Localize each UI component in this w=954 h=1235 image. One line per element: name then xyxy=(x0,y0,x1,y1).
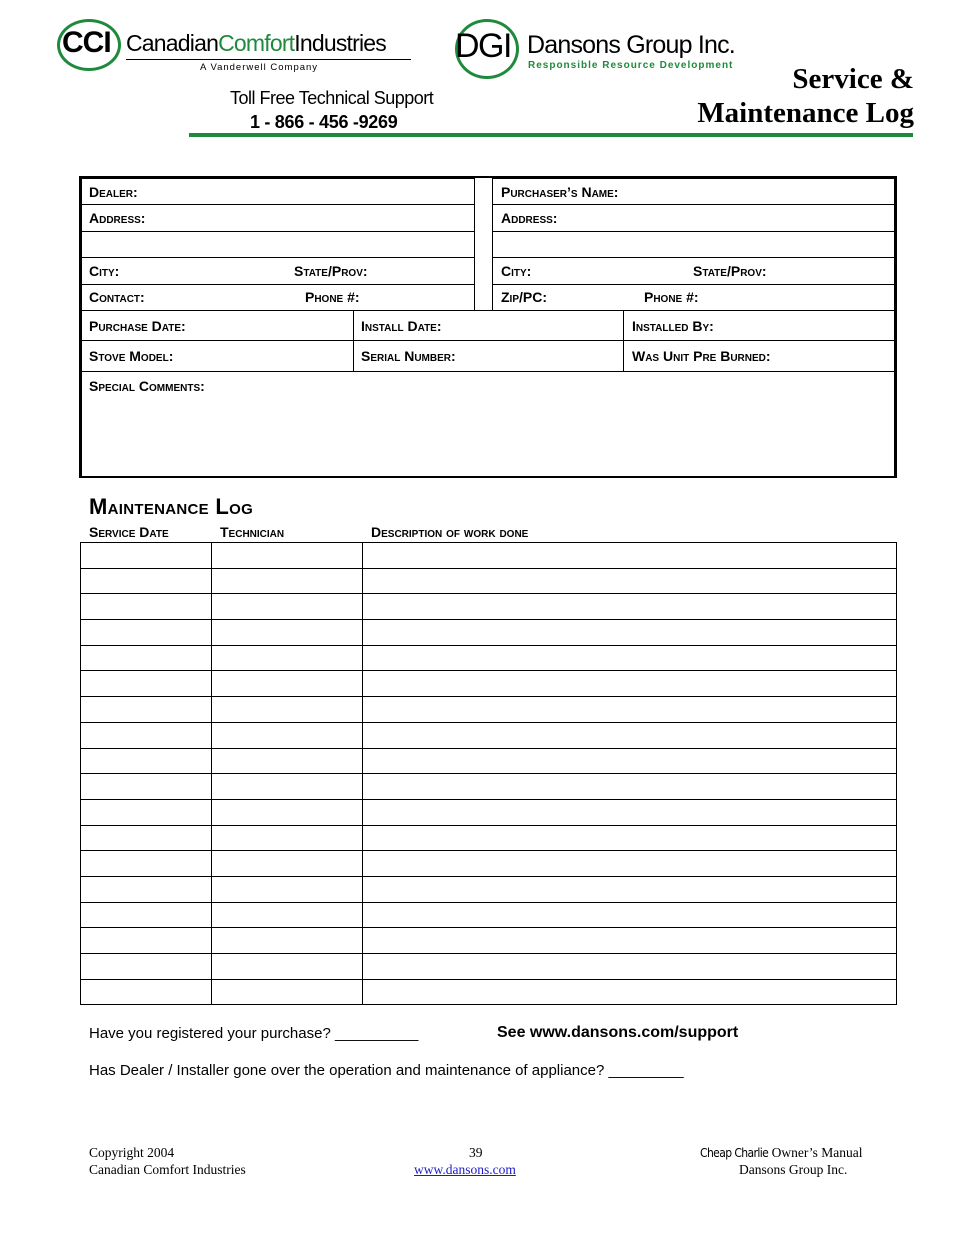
technician-cell[interactable] xyxy=(212,954,363,980)
address-right-line2-field[interactable] xyxy=(492,231,895,258)
support-link-text[interactable]: See www.dansons.com/support xyxy=(497,1024,739,1041)
technician-cell[interactable] xyxy=(212,825,363,851)
col-technician: Technician xyxy=(220,524,285,540)
service-date-cell[interactable] xyxy=(81,697,212,723)
service-date-cell[interactable] xyxy=(81,825,212,851)
table-row xyxy=(81,825,897,851)
service-date-cell[interactable] xyxy=(81,876,212,902)
special-comments-label: Special Comments: xyxy=(89,378,205,394)
service-date-cell[interactable] xyxy=(81,799,212,825)
col-description: Description of work done xyxy=(371,524,529,540)
install-date-label: Install Date: xyxy=(361,318,442,334)
technician-cell[interactable] xyxy=(212,697,363,723)
description-cell[interactable] xyxy=(363,620,897,646)
contact-label: Contact: xyxy=(89,289,145,305)
description-cell[interactable] xyxy=(363,543,897,569)
table-row xyxy=(81,594,897,620)
footer-website-link[interactable]: www.dansons.com xyxy=(414,1162,516,1177)
dealer-field[interactable] xyxy=(81,178,475,205)
technician-cell[interactable] xyxy=(212,902,363,928)
description-cell[interactable] xyxy=(363,748,897,774)
table-row xyxy=(81,928,897,954)
table-row xyxy=(81,697,897,723)
cci-logo-abbr: CCI xyxy=(62,26,111,59)
table-row xyxy=(81,671,897,697)
pre-burned-label: Was Unit Pre Burned: xyxy=(632,348,771,364)
service-date-cell[interactable] xyxy=(81,620,212,646)
description-cell[interactable] xyxy=(363,594,897,620)
description-cell[interactable] xyxy=(363,568,897,594)
table-row xyxy=(81,748,897,774)
description-cell[interactable] xyxy=(363,697,897,723)
registered-question: Have you registered your purchase? __________ xyxy=(89,1025,419,1042)
description-cell[interactable] xyxy=(363,825,897,851)
description-cell[interactable] xyxy=(363,876,897,902)
description-cell[interactable] xyxy=(363,774,897,800)
table-row xyxy=(81,799,897,825)
toll-free-phone: 1 - 866 - 456 -9269 xyxy=(250,112,398,132)
service-date-cell[interactable] xyxy=(81,979,212,1005)
technician-cell[interactable] xyxy=(212,568,363,594)
technician-cell[interactable] xyxy=(212,928,363,954)
footer-manual-company: Dansons Group Inc. xyxy=(739,1162,848,1177)
description-cell[interactable] xyxy=(363,979,897,1005)
table-row xyxy=(81,774,897,800)
table-row xyxy=(81,543,897,569)
page-number: 39 xyxy=(469,1145,483,1160)
technician-cell[interactable] xyxy=(212,671,363,697)
technician-cell[interactable] xyxy=(212,594,363,620)
footer-manual-title: Cheap Charlie Owner’s Manual xyxy=(700,1145,863,1160)
dgi-logo-abbr: DGI xyxy=(455,27,511,65)
service-date-cell[interactable] xyxy=(81,671,212,697)
technician-cell[interactable] xyxy=(212,799,363,825)
toll-free-label: Toll Free Technical Support xyxy=(230,88,434,108)
header-divider xyxy=(189,133,913,137)
address-left-label: Address: xyxy=(89,210,146,226)
cci-logo-subtitle: A Vanderwell Company xyxy=(200,62,319,73)
footer-company: Canadian Comfort Industries xyxy=(89,1162,246,1177)
phone-left-label: Phone #: xyxy=(305,289,360,305)
col-service-date: Service Date xyxy=(89,524,169,540)
state-right-label: State/Prov: xyxy=(693,263,767,279)
purchaser-name-label: Purchaser’s Name: xyxy=(501,184,619,200)
dealer-label: Dealer: xyxy=(89,184,138,200)
description-cell[interactable] xyxy=(363,851,897,877)
phone-right-label: Phone #: xyxy=(644,289,699,305)
footer-copyright: Copyright 2004 xyxy=(89,1145,175,1160)
cci-logo-name: CanadianComfortIndustries xyxy=(126,30,386,56)
service-date-cell[interactable] xyxy=(81,954,212,980)
table-row xyxy=(81,902,897,928)
maintenance-log-title: Maintenance Log xyxy=(89,494,254,519)
page-title-line2: Maintenance Log xyxy=(697,97,914,129)
technician-cell[interactable] xyxy=(212,979,363,1005)
service-date-cell[interactable] xyxy=(81,543,212,569)
service-date-cell[interactable] xyxy=(81,928,212,954)
table-row xyxy=(81,645,897,671)
description-cell[interactable] xyxy=(363,671,897,697)
city-state-left-field[interactable] xyxy=(81,257,475,285)
dgi-logo-subtitle: Responsible Resource Development xyxy=(528,60,734,71)
page-title-line1: Service & xyxy=(792,63,914,95)
technician-cell[interactable] xyxy=(212,774,363,800)
description-cell[interactable] xyxy=(363,645,897,671)
description-cell[interactable] xyxy=(363,954,897,980)
technician-cell[interactable] xyxy=(212,645,363,671)
technician-cell[interactable] xyxy=(212,543,363,569)
service-date-cell[interactable] xyxy=(81,645,212,671)
cci-logo-rule xyxy=(126,59,411,60)
service-date-cell[interactable] xyxy=(81,568,212,594)
technician-cell[interactable] xyxy=(212,748,363,774)
address-right-label: Address: xyxy=(501,210,558,226)
service-date-cell[interactable] xyxy=(81,851,212,877)
installed-by-label: Installed By: xyxy=(632,318,714,334)
table-row xyxy=(81,979,897,1005)
service-date-cell[interactable] xyxy=(81,748,212,774)
technician-cell[interactable] xyxy=(212,851,363,877)
purchase-date-label: Purchase Date: xyxy=(89,318,186,334)
table-row xyxy=(81,568,897,594)
city-right-label: City: xyxy=(501,263,532,279)
service-date-cell[interactable] xyxy=(81,774,212,800)
state-left-label: State/Prov: xyxy=(294,263,368,279)
service-date-cell[interactable] xyxy=(81,722,212,748)
zip-label: Zip/PC: xyxy=(501,289,547,305)
table-row xyxy=(81,876,897,902)
technician-cell[interactable] xyxy=(212,876,363,902)
address-left-line2-field[interactable] xyxy=(81,231,475,258)
table-row xyxy=(81,851,897,877)
technician-cell[interactable] xyxy=(212,620,363,646)
technician-cell[interactable] xyxy=(212,722,363,748)
description-cell[interactable] xyxy=(363,722,897,748)
service-date-cell[interactable] xyxy=(81,902,212,928)
table-row xyxy=(81,722,897,748)
dgi-logo-name: Dansons Group Inc. xyxy=(527,31,735,59)
dealer-question: Has Dealer / Installer gone over the operation and maintenance of appliance? _________ xyxy=(89,1062,684,1079)
description-cell[interactable] xyxy=(363,928,897,954)
service-date-cell[interactable] xyxy=(81,594,212,620)
description-cell[interactable] xyxy=(363,902,897,928)
description-cell[interactable] xyxy=(363,799,897,825)
city-left-label: City: xyxy=(89,263,120,279)
serial-number-label: Serial Number: xyxy=(361,348,456,364)
table-row xyxy=(81,620,897,646)
stove-model-label: Stove Model: xyxy=(89,348,174,364)
maintenance-log-table xyxy=(80,542,897,1005)
table-row xyxy=(81,954,897,980)
